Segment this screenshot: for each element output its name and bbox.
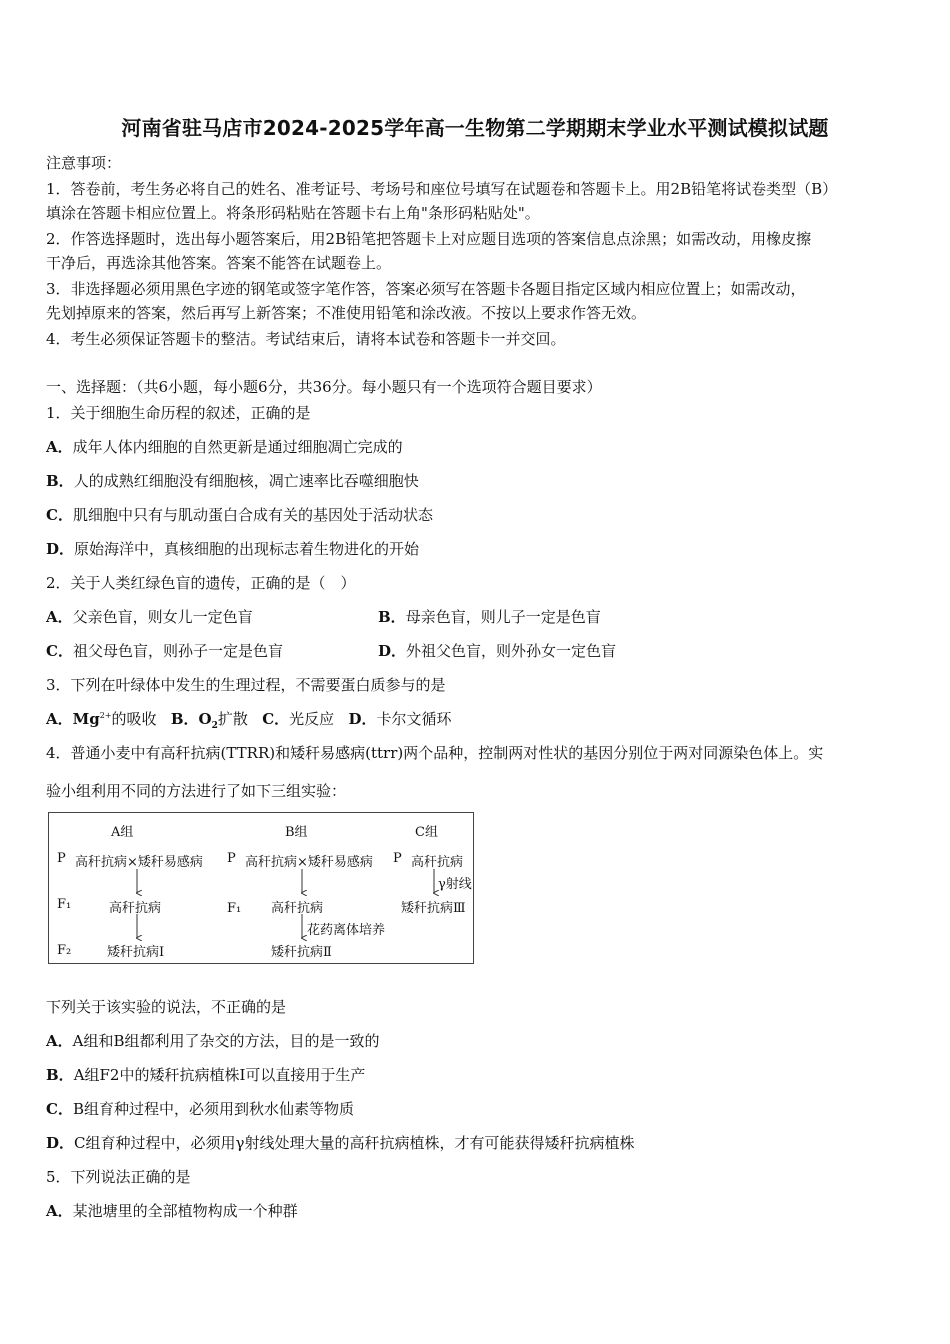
question-2-option-c: C．祖父母色盲，则孙子一定是色盲 (46, 642, 283, 660)
generation-f1: F₁ (57, 897, 72, 912)
question-1-option-b: B．人的成熟红细胞没有细胞核，凋亡速率比吞噬细胞快 (46, 472, 419, 490)
group-c-label: C组 (415, 825, 438, 840)
question-4-question: 下列关于该实验的说法，不正确的是 (46, 998, 287, 1016)
group-a-f2: 矮秆抗病Ⅰ (107, 945, 165, 960)
group-c-result: 矮秆抗病Ⅲ (401, 901, 466, 916)
question-4-stem-cont: 验小组利用不同的方法进行了如下三组实验： (46, 782, 347, 800)
question-3-stem: 3．下列在叶绿体中发生的生理过程，不需要蛋白质参与的是 (46, 676, 446, 694)
generation-p: P (57, 851, 66, 866)
question-1-option-a: A．成年人体内细胞的自然更新是通过细胞凋亡完成的 (46, 438, 403, 456)
group-b-result: 矮秆抗病Ⅱ (271, 945, 332, 960)
question-5-option-a: A．某池塘里的全部植物构成一个种群 (46, 1202, 298, 1220)
group-a-label: A组 (111, 825, 134, 840)
notice-line: 1．答卷前，考生务必将自己的姓名、准考证号、考场号和座位号填写在试题卷和答题卡上。用2B铅笔将试卷类型（B） (46, 180, 838, 198)
question-4-option-b: B．A组F2中的矮秆抗病植株Ⅰ可以直接用于生产 (46, 1066, 366, 1084)
generation-p: P (393, 851, 402, 866)
notice-line: 填涂在答题卡相应位置上。将条形码粘贴在答题卡右上角"条形码粘贴处"。 (46, 204, 540, 222)
question-5-stem: 5．下列说法正确的是 (46, 1168, 191, 1186)
group-a-parents: 高秆抗病×矮秆易感病 (75, 855, 203, 870)
question-4-option-c: C．B组育种过程中，必须用到秋水仙素等物质 (46, 1100, 354, 1118)
question-2-stem: 2．关于人类红绿色盲的遗传，正确的是（ ） (46, 574, 356, 592)
notice-line: 先划掉原来的答案，然后再写上新答案；不准使用铅笔和涂改液。不按以上要求作答无效。 (46, 304, 647, 322)
group-b-label: B组 (285, 825, 308, 840)
generation-f1: F₁ (227, 901, 242, 916)
question-1-option-d: D．原始海洋中，真核细胞的出现标志着生物进化的开始 (46, 540, 420, 558)
notice-line: 2．作答选择题时，选出每小题答案后，用2B铅笔把答题卡上对应题目选项的答案信息点涂黑；如需改动，用橡皮擦 (46, 230, 812, 248)
notice-line: 3．非选择题必须用黑色字迹的钢笔或签字笔作答，答案必须写在答题卡各题目指定区域内相应位置上；如需改动， (46, 280, 806, 298)
generation-p: P (227, 851, 236, 866)
question-3-options: A．$Mg^{2+}$的吸收 B．$O_2$扩散 C．光反应 D．卡尔文循环 (46, 710, 452, 731)
experiment-figure (48, 812, 474, 964)
question-1-stem: 1．关于细胞生命历程的叙述，正确的是 (46, 404, 311, 422)
notice-line: 干净后，再选涂其他答案。答案不能答在试题卷上。 (46, 254, 392, 272)
group-c-parent: 高秆抗病 (411, 855, 464, 870)
group-b-treatment: 花药离体培养 (307, 923, 386, 938)
group-a-f1: 高秆抗病 (109, 901, 162, 916)
question-2-option-d: D．外祖父色盲，则外孙女一定色盲 (378, 642, 617, 660)
question-4-option-a: A．A组和B组都利用了杂交的方法，目的是一致的 (46, 1032, 380, 1050)
page-title: 河南省驻马店市2024-2025学年高一生物第二学期期末学业水平测试模拟试题 (121, 116, 829, 140)
group-b-parents: 高秆抗病×矮秆易感病 (245, 855, 373, 870)
group-c-treatment: γ射线 (438, 877, 472, 892)
question-1-option-c: C．肌细胞中只有与肌动蛋白合成有关的基因处于活动状态 (46, 506, 433, 524)
question-4-stem: 4．普通小麦中有高秆抗病(TTRR)和矮秆易感病(ttrr)两个品种，控制两对性状的基因分别位于两对同源染色体上。实 (46, 744, 824, 762)
question-2-option-a: A．父亲色盲，则女儿一定色盲 (46, 608, 253, 626)
generation-f2: F₂ (57, 943, 72, 958)
section-heading: 一、选择题：（共6小题，每小题6分，共36分。每小题只有一个选项符合题目要求） (46, 378, 602, 396)
question-2-option-b: B．母亲色盲，则儿子一定是色盲 (378, 608, 601, 626)
group-b-f1: 高秆抗病 (271, 901, 324, 916)
notice-heading: 注意事项： (46, 154, 122, 172)
question-4-option-d: D．C组育种过程中，必须用γ射线处理大量的高秆抗病植株，才有可能获得矮秆抗病植株 (46, 1134, 635, 1152)
notice-line: 4．考生必须保证答题卡的整洁。考试结束后，请将本试卷和答题卡一并交回。 (46, 330, 566, 348)
